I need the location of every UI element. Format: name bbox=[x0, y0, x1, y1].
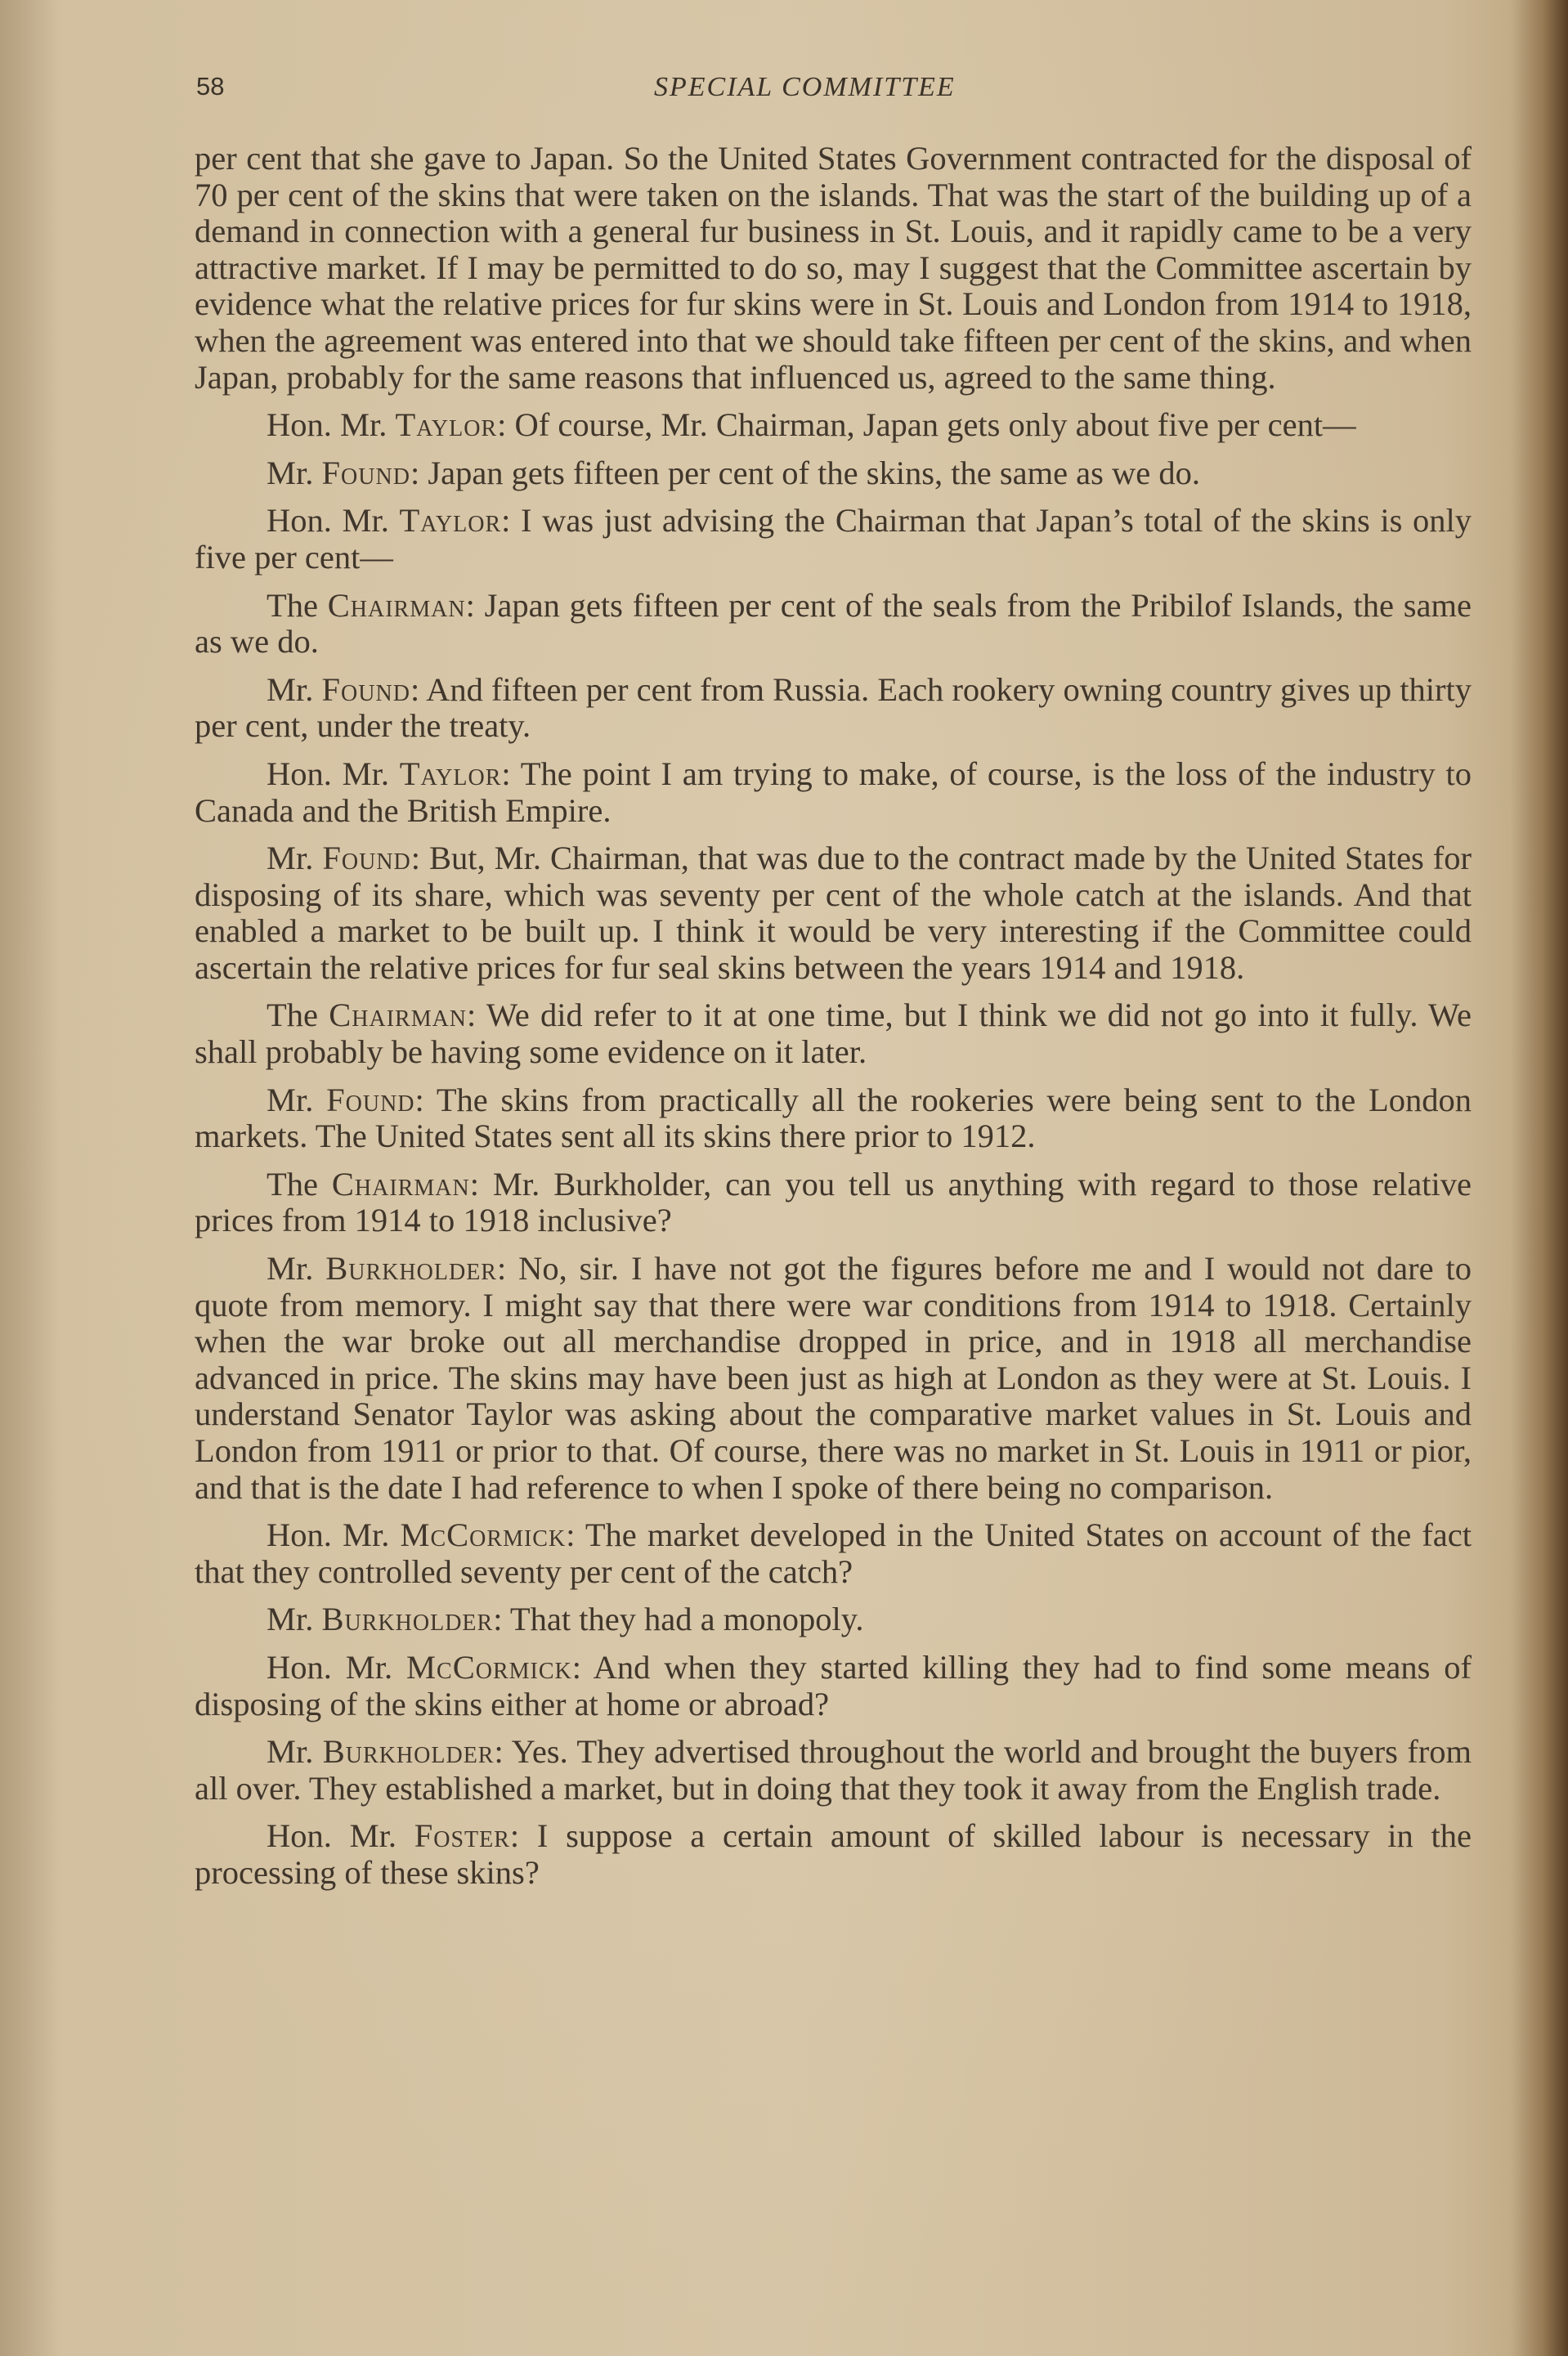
speaker-prefix: Hon. Mr. bbox=[267, 1817, 414, 1855]
speaker-separator: : bbox=[465, 586, 485, 624]
speaker-name: Burkholder bbox=[322, 1733, 495, 1771]
speech-paragraph bbox=[195, 1251, 1472, 1506]
speaker-name: Taylor bbox=[399, 755, 502, 792]
paragraph-text: And fifteen per cent from Russia. Each rookery owning country gives up thirty per cent, under the treaty. bbox=[195, 670, 1472, 745]
paragraph-text: No, sir. I have not got the figures before me and I would not dare to quote from memory. I might say that there were war conditions from 1914 to 1918. Certainly when the war broke out all merchandise dropped in price, and in 1918 all merchandise advanced in price. The skins may have been just as high at London as they were at St. Louis. I understand Senator Taylor was asking about the comparative market values in St. Louis and London from 1911 or prior to that. Of course, there was no market in St. Louis in 1911 or pior, and that is the date I had reference to when I spoke of there being no comparison. bbox=[195, 1250, 1472, 1506]
speaker-name: Found bbox=[326, 1081, 415, 1118]
speaker-separator: : bbox=[469, 1165, 493, 1203]
speaker-name: Burkholder bbox=[321, 1601, 494, 1638]
speaker-separator: : bbox=[501, 502, 522, 540]
speaker-prefix: Mr. bbox=[267, 1601, 322, 1638]
speaker-name: McCormick bbox=[406, 1648, 572, 1686]
paragraph-text: Yes. They advertised throughout the world and brought the buyers from all over. They established a market, but in doing that they took it away from the English trade. bbox=[195, 1733, 1472, 1807]
page-left-shadow bbox=[0, 0, 57, 2356]
speaker-prefix: The bbox=[267, 586, 328, 624]
page-number: 58 bbox=[196, 72, 225, 101]
speaker-separator: : bbox=[410, 840, 430, 877]
paragraph-text: Mr. Burkholder, can you tell us anything with regard to those relative prices from 1914 to 1918 inclusive? bbox=[195, 1165, 1472, 1239]
speech-paragraph bbox=[195, 672, 1472, 745]
speech-paragraph bbox=[195, 503, 1472, 576]
speaker-prefix: Hon. Mr. bbox=[267, 502, 400, 540]
paragraph-continuation bbox=[195, 141, 1472, 396]
paragraph-text: per cent that she gave to Japan. So the United States Government contracted for the disposal of 70 per cent of the skins that were taken on the islands. That was the start of the building up of a demand in connection with a general fur business in St. Louis, and it rapidly came to be a very attractive market. If I may be permitted to do so, may I suggest that the Committee ascertain by evidence what the relative prices for fur skins were in St. Louis and London from 1914 to 1918, when the agreement was entered into that we should take fifteen per cent of the skins, and when Japan, probably for the same reasons that influenced us, agreed to the same thing. bbox=[195, 140, 1472, 396]
speech-paragraph bbox=[195, 1601, 1472, 1638]
paragraph-text: Japan gets fifteen per cent of the skins, the same as we do. bbox=[428, 454, 1201, 491]
speech-paragraph bbox=[195, 1734, 1472, 1807]
speech-paragraph bbox=[195, 1517, 1472, 1590]
speaker-prefix: The bbox=[267, 1165, 332, 1203]
speech-paragraph bbox=[195, 588, 1472, 661]
speech-paragraph bbox=[195, 1650, 1472, 1722]
speaker-separator: : bbox=[494, 1733, 512, 1771]
paragraph-text: The market developed in the United States on account of the fact that they controlled seventy per cent of the catch? bbox=[195, 1516, 1472, 1590]
speaker-name: Chairman bbox=[331, 1165, 470, 1203]
paragraph-text: Japan gets fifteen per cent of the seals from the Pribilof Islands, the same as we do. bbox=[195, 586, 1472, 661]
paragraph-text: And when they started killing they had to find some means of disposing of the skins either at home or abroad? bbox=[195, 1648, 1472, 1722]
paragraph-text: The point I am trying to make, of course, is the loss of the industry to Canada and the British Empire. bbox=[195, 755, 1472, 829]
speaker-prefix: Mr. bbox=[267, 454, 322, 491]
speech-paragraph bbox=[195, 455, 1472, 492]
speech-paragraph bbox=[195, 840, 1472, 986]
speaker-prefix: Mr. bbox=[267, 1250, 326, 1288]
page-header bbox=[196, 72, 1472, 113]
speaker-separator: : bbox=[410, 670, 427, 708]
paragraph-text: That they had a monopoly. bbox=[509, 1601, 864, 1638]
speaker-prefix: The bbox=[267, 997, 329, 1034]
speaker-prefix: Mr. bbox=[267, 840, 323, 877]
speaker-name: Burkholder bbox=[325, 1250, 497, 1288]
speech-paragraph bbox=[195, 1082, 1472, 1155]
speaker-separator: : bbox=[410, 454, 428, 491]
speaker-separator: : bbox=[509, 1817, 537, 1855]
body-text bbox=[195, 141, 1472, 1903]
speaker-separator: : bbox=[571, 1648, 594, 1686]
speaker-separator: : bbox=[497, 406, 515, 444]
speaker-name: Taylor bbox=[395, 406, 498, 444]
paragraph-text: I suppose a certain amount of skilled labour is necessary in the processing of these skins? bbox=[195, 1817, 1472, 1891]
speaker-separator: : bbox=[467, 997, 486, 1034]
speech-paragraph bbox=[195, 1167, 1472, 1239]
paragraph-text: Of course, Mr. Chairman, Japan gets only about five per cent— bbox=[514, 406, 1356, 444]
speaker-separator: : bbox=[501, 755, 521, 792]
speaker-name: Found bbox=[321, 670, 410, 708]
speaker-prefix: Hon. Mr. bbox=[267, 1516, 401, 1554]
speaker-separator: : bbox=[566, 1516, 585, 1554]
running-head: SPECIAL COMMITTEE bbox=[654, 72, 956, 102]
speaker-name: Found bbox=[322, 840, 411, 877]
speaker-name: McCormick bbox=[400, 1516, 567, 1554]
paragraph-text: I was just advising the Chairman that Japan’s total of the skins is only five per cent— bbox=[195, 502, 1472, 576]
speaker-name: Foster bbox=[414, 1817, 510, 1855]
speaker-name: Found bbox=[321, 454, 410, 491]
speaker-prefix: Mr. bbox=[267, 1733, 323, 1771]
paragraph-text: But, Mr. Chairman, that was due to the contract made by the United States for disposing of its share, which was seventy per cent of the whole catch at the islands. And that enabled a market to be built up. I think it would be very interesting if the Committee could ascertain the relative prices for fur seal skins between the years 1914 and 1918. bbox=[195, 840, 1472, 986]
speaker-prefix: Mr. bbox=[267, 670, 322, 708]
paragraph-text: We did refer to it at one time, but I think we did not go into it fully. We shall probably be having some evidence on it later. bbox=[195, 997, 1472, 1071]
speaker-prefix: Mr. bbox=[267, 1081, 327, 1118]
speaker-prefix: Hon. Mr. bbox=[267, 406, 396, 444]
speaker-separator: : bbox=[493, 1601, 510, 1638]
speaker-name: Chairman bbox=[329, 997, 468, 1034]
speaker-name: Taylor bbox=[399, 502, 502, 540]
speaker-prefix: Hon. Mr. bbox=[267, 755, 400, 792]
speaker-separator: : bbox=[496, 1250, 519, 1288]
book-binding-edge bbox=[1511, 0, 1568, 2356]
speaker-name: Chairman bbox=[327, 586, 466, 624]
speaker-separator: : bbox=[414, 1081, 437, 1118]
paragraph-text: The skins from practically all the rookeries were being sent to the London markets. The United States sent all its skins there prior to 1912. bbox=[195, 1081, 1472, 1155]
speech-paragraph bbox=[195, 756, 1472, 829]
speech-paragraph bbox=[195, 407, 1472, 444]
speaker-prefix: Hon. Mr. bbox=[267, 1648, 407, 1686]
speech-paragraph bbox=[195, 997, 1472, 1070]
speech-paragraph bbox=[195, 1818, 1472, 1891]
